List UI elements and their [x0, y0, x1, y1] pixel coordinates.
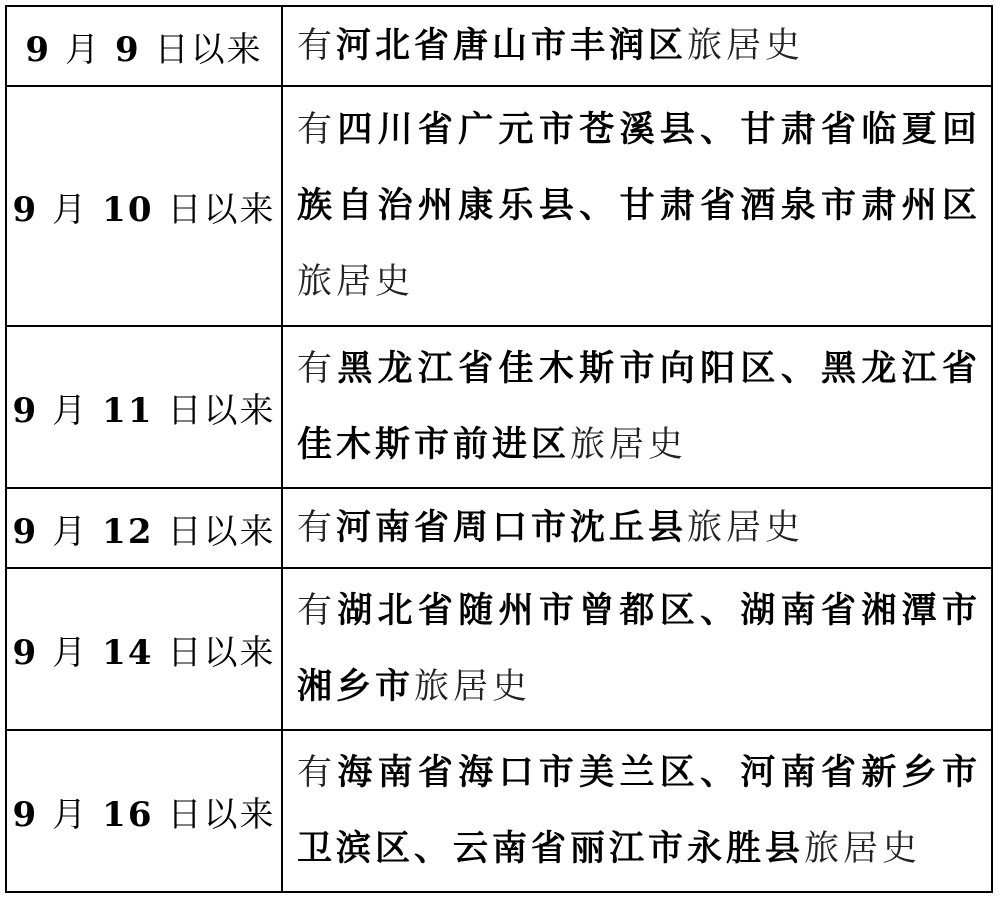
location-list: 河北省唐山市丰润区 — [336, 26, 688, 66]
table-row — [6, 86, 992, 326]
table-row — [6, 730, 992, 892]
travel-history-table — [5, 5, 993, 893]
date-cell — [6, 326, 282, 488]
month-unit: 月 — [52, 390, 89, 431]
date-cell — [6, 6, 282, 86]
day-number: 12 — [102, 511, 154, 552]
date-suffix: 日以来 — [167, 511, 276, 552]
location-list: 河南省周口市沈丘县 — [336, 508, 688, 548]
date-cell — [6, 730, 282, 892]
date-suffix: 日以来 — [167, 794, 276, 835]
month-unit: 月 — [52, 794, 89, 835]
date-suffix: 日以来 — [167, 390, 276, 431]
month-number: 9 — [12, 511, 39, 552]
location-prefix: 有 — [297, 508, 337, 548]
location-cell — [282, 730, 992, 892]
location-list: 海南省海口市美兰区、河南省新乡市卫滨区、云南省丽江市永胜县 — [297, 753, 981, 869]
day-number: 16 — [102, 794, 154, 835]
location-cell — [282, 568, 992, 730]
month-unit: 月 — [52, 189, 89, 230]
month-unit: 月 — [52, 632, 89, 673]
location-cell — [282, 6, 992, 86]
location-prefix: 有 — [297, 26, 337, 66]
location-suffix: 旅居史 — [687, 508, 805, 548]
day-number: 11 — [102, 390, 154, 431]
table-row — [6, 6, 992, 86]
date-cell — [6, 568, 282, 730]
month-number: 9 — [25, 29, 51, 70]
location-list: 黑龙江省佳木斯市向阳区、黑龙江省佳木斯市前进区 — [297, 349, 981, 465]
date-suffix: 日以来 — [154, 29, 263, 70]
location-prefix: 有 — [297, 753, 338, 793]
month-number: 9 — [12, 390, 39, 431]
location-suffix: 旅居史 — [804, 829, 922, 869]
location-suffix: 旅居史 — [297, 262, 415, 302]
month-number: 9 — [12, 794, 39, 835]
location-prefix: 有 — [297, 110, 338, 150]
location-cell — [282, 488, 992, 568]
day-number: 9 — [115, 29, 141, 70]
day-number: 10 — [102, 189, 154, 230]
location-prefix: 有 — [297, 591, 338, 631]
month-number: 9 — [12, 632, 39, 673]
location-suffix: 旅居史 — [570, 425, 688, 465]
day-number: 14 — [102, 632, 154, 673]
month-unit: 月 — [65, 29, 101, 70]
date-suffix: 日以来 — [167, 632, 276, 673]
location-cell — [282, 326, 992, 488]
location-suffix: 旅居史 — [687, 26, 805, 66]
location-suffix: 旅居史 — [414, 667, 532, 707]
table-row — [6, 326, 992, 488]
date-cell — [6, 488, 282, 568]
month-unit: 月 — [52, 511, 89, 552]
date-suffix: 日以来 — [167, 189, 276, 230]
location-prefix: 有 — [297, 349, 338, 389]
table-row — [6, 488, 992, 568]
location-list: 四川省广元市苍溪县、甘肃省临夏回族自治州康乐县、甘肃省酒泉市肃州区 — [297, 110, 981, 226]
table-row — [6, 568, 992, 730]
location-list: 湖北省随州市曾都区、湖南省湘潭市湘乡市 — [297, 591, 981, 707]
month-number: 9 — [12, 189, 39, 230]
date-cell — [6, 86, 282, 326]
location-cell — [282, 86, 992, 326]
